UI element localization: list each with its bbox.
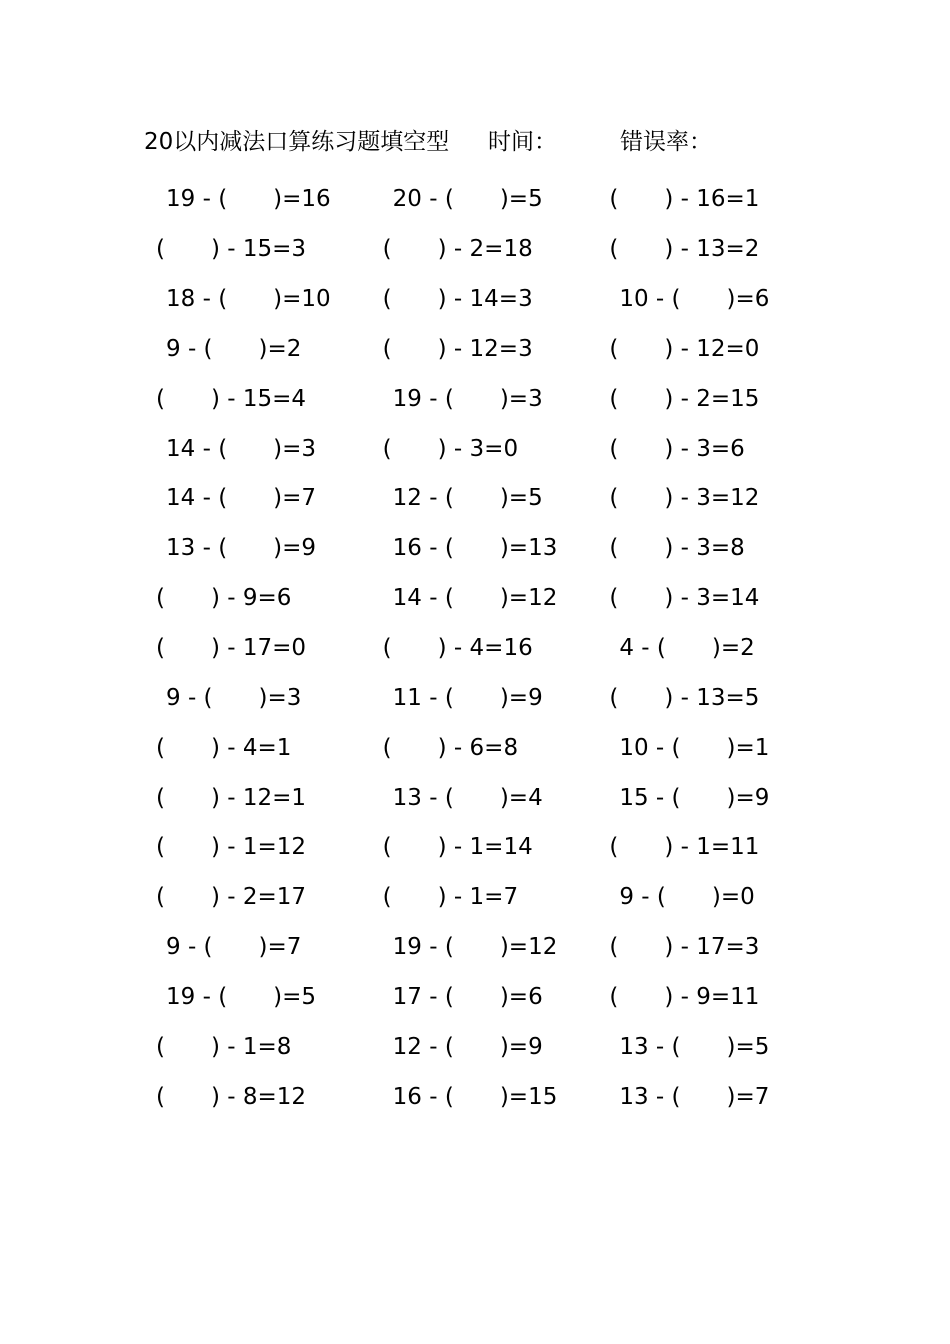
problem-row: [144, 621, 824, 671]
problem-text: ( ) - 12=0: [609, 335, 760, 362]
problem-text: ( ) - 6=8: [382, 734, 519, 761]
problem-cell: [597, 478, 824, 514]
problem-cell: [371, 1076, 598, 1112]
problem-text: ( ) - 14=3: [382, 286, 533, 313]
problem-row: [144, 322, 824, 372]
problem-text: 10 - ( )=1: [619, 734, 770, 761]
problem-cell: [371, 628, 598, 664]
problem-cell: [597, 428, 824, 464]
problem-text: ( ) - 9=6: [156, 585, 292, 612]
problem-cell: [597, 877, 824, 913]
problem-cell: [144, 777, 371, 813]
problem-cell: [597, 777, 824, 813]
problem-text: ( ) - 9=11: [609, 983, 760, 1010]
problem-cell: [144, 378, 371, 414]
problem-text: 19 - ( )=12: [392, 934, 558, 961]
problem-text: ( ) - 2=15: [609, 385, 760, 412]
problem-cell: [371, 528, 598, 564]
worksheet-header: [144, 124, 804, 160]
problem-text: 14 - ( )=12: [392, 585, 558, 612]
problem-cell: [597, 528, 824, 564]
problem-cell: [144, 279, 371, 315]
problem-cell: [144, 976, 371, 1012]
problem-row: [144, 670, 824, 720]
problem-cell: [144, 877, 371, 913]
problem-cell: [371, 328, 598, 364]
problem-text: ( ) - 16=1: [609, 186, 760, 213]
problem-text: ( ) - 3=12: [609, 485, 760, 512]
problem-text: ( ) - 1=8: [156, 1033, 292, 1060]
problem-cell: [144, 478, 371, 514]
problem-text: 19 - ( )=5: [166, 983, 317, 1010]
problem-cell: [597, 727, 824, 763]
problem-cell: [144, 179, 371, 215]
problem-cell: [144, 528, 371, 564]
problem-text: 19 - ( )=16: [166, 186, 331, 213]
problem-cell: [597, 279, 824, 315]
problem-cell: [597, 1026, 824, 1062]
time-label: 时间：: [488, 129, 557, 155]
problem-cell: [597, 229, 824, 265]
problem-text: 20 - ( )=5: [392, 186, 543, 213]
problem-text: 19 - ( )=3: [392, 385, 543, 412]
problem-cell: [371, 428, 598, 464]
problem-cell: [371, 229, 598, 265]
problem-text: ( ) - 15=4: [156, 385, 307, 412]
problem-cell: [144, 1026, 371, 1062]
problem-row: [144, 970, 824, 1020]
problem-row: [144, 770, 824, 820]
problem-row: [144, 1069, 824, 1119]
problem-row: [144, 1019, 824, 1069]
problem-cell: [144, 428, 371, 464]
problem-text: ( ) - 12=3: [382, 335, 533, 362]
problem-cell: [597, 628, 824, 664]
problem-cell: [144, 628, 371, 664]
problem-text: ( ) - 15=3: [156, 236, 307, 263]
problem-cell: [371, 279, 598, 315]
problem-cell: [144, 827, 371, 863]
problem-text: ( ) - 2=18: [382, 236, 533, 263]
problem-text: 13 - ( )=7: [619, 1083, 770, 1110]
problem-cell: [597, 378, 824, 414]
problem-text: ( ) - 3=6: [609, 435, 745, 462]
problem-row: [144, 172, 824, 222]
problem-cell: [371, 378, 598, 414]
problem-text: 4 - ( )=2: [619, 635, 755, 662]
problem-text: ( ) - 4=16: [382, 635, 533, 662]
problem-row: [144, 222, 824, 272]
problem-row: [144, 820, 824, 870]
problem-text: ( ) - 3=8: [609, 535, 745, 562]
problem-text: 10 - ( )=6: [619, 286, 770, 313]
problem-text: ( ) - 13=2: [609, 236, 760, 263]
problem-text: 9 - ( )=2: [166, 335, 302, 362]
problem-text: 16 - ( )=15: [392, 1083, 558, 1110]
problem-text: 16 - ( )=13: [392, 535, 558, 562]
problem-text: ( ) - 2=17: [156, 884, 307, 911]
problem-text: 13 - ( )=9: [166, 535, 317, 562]
problem-text: ( ) - 4=1: [156, 734, 292, 761]
problem-cell: [597, 976, 824, 1012]
problem-text: 14 - ( )=7: [166, 485, 317, 512]
problem-row: [144, 521, 824, 571]
problem-text: ( ) - 1=7: [382, 884, 519, 911]
problem-row: [144, 571, 824, 621]
problem-text: ( ) - 1=14: [382, 834, 533, 861]
problem-cell: [144, 927, 371, 963]
problem-row: [144, 471, 824, 521]
problem-cell: [597, 927, 824, 963]
problem-text: ( ) - 1=12: [156, 834, 307, 861]
problem-text: 12 - ( )=9: [392, 1033, 543, 1060]
problem-text: ( ) - 17=3: [609, 934, 760, 961]
problem-cell: [597, 179, 824, 215]
problem-cell: [371, 478, 598, 514]
problem-text: 18 - ( )=10: [166, 286, 331, 313]
problem-cell: [371, 578, 598, 614]
problem-text: 14 - ( )=3: [166, 435, 317, 462]
problem-cell: [597, 328, 824, 364]
problem-text: 15 - ( )=9: [619, 784, 770, 811]
problem-cell: [144, 578, 371, 614]
problem-text: ( ) - 13=5: [609, 684, 760, 711]
problem-text: 13 - ( )=4: [392, 784, 543, 811]
problem-cell: [597, 677, 824, 713]
problem-grid: [144, 172, 824, 1119]
problem-text: 17 - ( )=6: [392, 983, 543, 1010]
problem-text: 9 - ( )=7: [166, 934, 302, 961]
problem-cell: [371, 877, 598, 913]
problem-text: 11 - ( )=9: [392, 684, 543, 711]
problem-cell: [597, 578, 824, 614]
worksheet-title: 20以内减法口算练习题填空型: [144, 129, 450, 155]
problem-cell: [144, 727, 371, 763]
problem-cell: [144, 229, 371, 265]
problem-text: ( ) - 3=14: [609, 585, 760, 612]
problem-cell: [144, 328, 371, 364]
problem-cell: [371, 727, 598, 763]
problem-cell: [144, 1076, 371, 1112]
problem-cell: [144, 677, 371, 713]
problem-cell: [371, 179, 598, 215]
problem-row: [144, 870, 824, 920]
problem-text: 9 - ( )=3: [166, 684, 302, 711]
problem-text: ( ) - 12=1: [156, 784, 307, 811]
problem-cell: [371, 827, 598, 863]
problem-row: [144, 272, 824, 322]
problem-cell: [371, 976, 598, 1012]
problem-cell: [371, 677, 598, 713]
problem-text: ( ) - 17=0: [156, 635, 307, 662]
problem-row: [144, 720, 824, 770]
problem-cell: [597, 827, 824, 863]
problem-row: [144, 920, 824, 970]
problem-cell: [371, 777, 598, 813]
problem-row: [144, 371, 824, 421]
error-rate-label: 错误率：: [620, 129, 712, 155]
problem-text: ( ) - 3=0: [382, 435, 519, 462]
problem-cell: [371, 1026, 598, 1062]
problem-text: 9 - ( )=0: [619, 884, 755, 911]
problem-text: 12 - ( )=5: [392, 485, 543, 512]
problem-text: 13 - ( )=5: [619, 1033, 770, 1060]
problem-cell: [597, 1076, 824, 1112]
problem-text: ( ) - 1=11: [609, 834, 760, 861]
problem-row: [144, 421, 824, 471]
problem-cell: [371, 927, 598, 963]
problem-text: ( ) - 8=12: [156, 1083, 307, 1110]
